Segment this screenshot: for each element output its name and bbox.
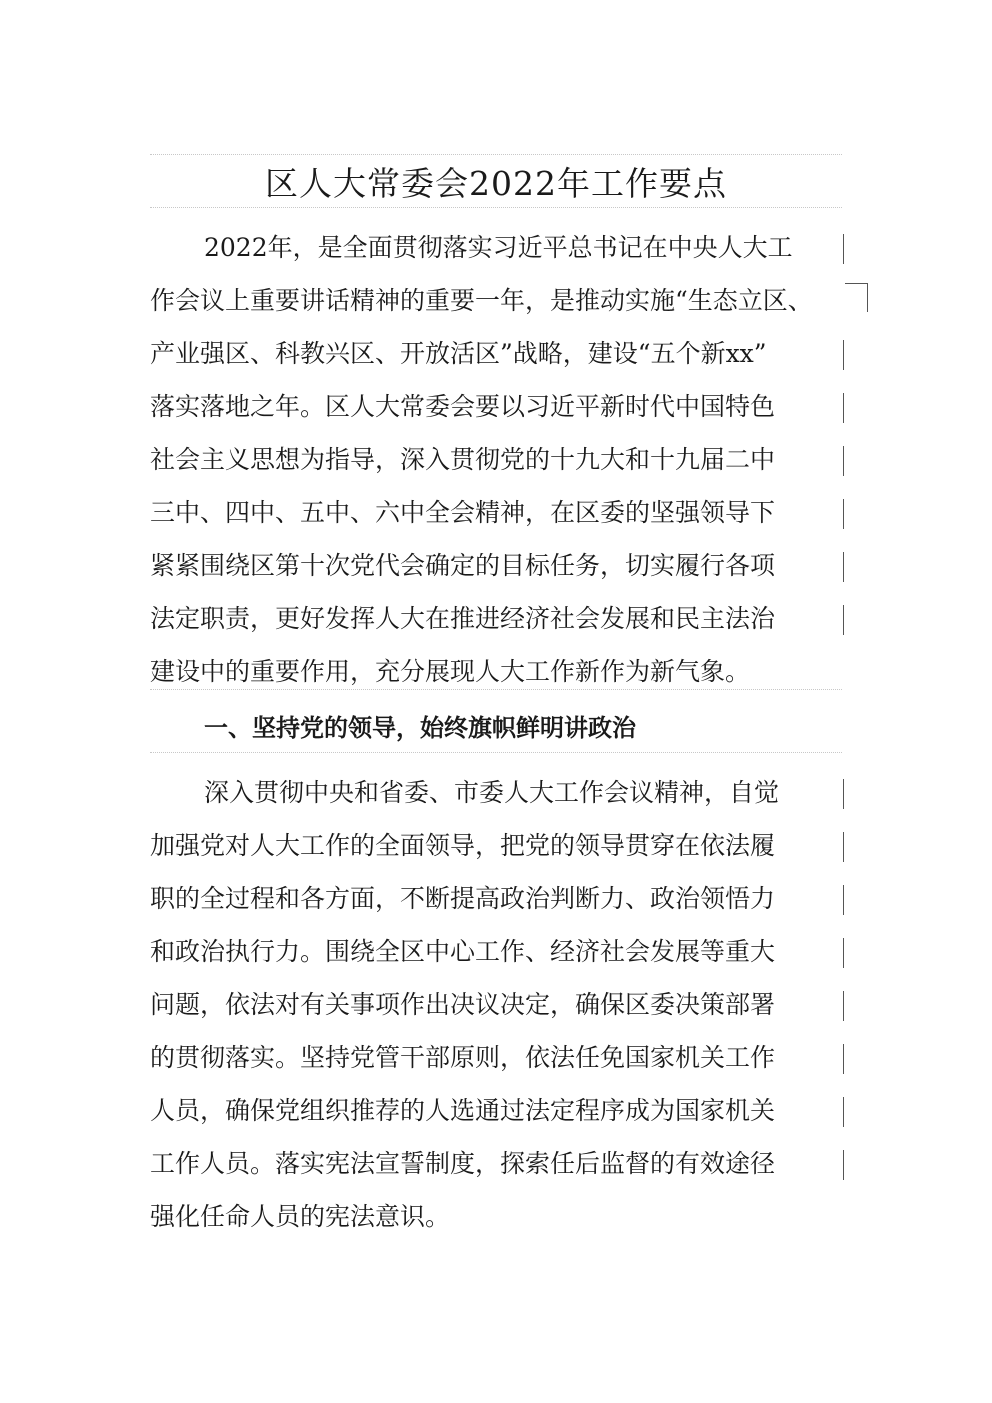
paragraph-line: 职的全过程和各方面，不断提高政治判断力、政治领悟力 (150, 872, 842, 925)
paragraph-line: 加强党对人大工作的全面领导，把党的领导贯穿在依法履 (150, 819, 842, 872)
paragraph-line: 2022年，是全面贯彻落实习近平总书记在中央人大工 (150, 221, 842, 274)
divider (150, 752, 842, 753)
paragraph-line: 深入贯彻中央和省委、市委人大工作会议精神，自觉 (150, 766, 842, 819)
divider (150, 207, 842, 208)
paragraph-line: 产业强区、科教兴区、开放活区”战略，建设“五个新xx” (150, 327, 842, 380)
paragraph-line: 工作人员。落实宪法宣誓制度，探索任后监督的有效途径 (150, 1137, 842, 1190)
paragraph-line: 强化任命人员的宪法意识。 (150, 1202, 451, 1231)
paragraph-line: 三中、四中、五中、六中全会精神，在区委的坚强领导下 (150, 486, 842, 539)
paragraph-line: 法定职责，更好发挥人大在推进经济社会发展和民主法治 (150, 592, 842, 645)
page-corner-mark (845, 283, 868, 312)
paragraph-line: 和政治执行力。围绕全区中心工作、经济社会发展等重大 (150, 925, 842, 978)
paragraph-line: 的贯彻落实。坚持党管干部原则，依法任免国家机关工作 (150, 1031, 842, 1084)
paragraph-line: 社会主义思想为指导，深入贯彻党的十九大和十九届二中 (150, 433, 842, 486)
intro-paragraph (150, 221, 842, 698)
document-title: 区人大常委会2022年工作要点 (265, 164, 727, 203)
divider (150, 689, 842, 690)
paragraph-line: 作会议上重要讲话精神的重要一年，是推动实施“生态立区、 (150, 286, 813, 315)
divider (150, 154, 842, 155)
paragraph-line: 问题，依法对有关事项作出决议决定，确保区委决策部署 (150, 978, 842, 1031)
paragraph-line: 建设中的重要作用，充分展现人大工作新作为新气象。 (150, 657, 751, 686)
paragraph-line: 人员，确保党组织推荐的人选通过法定程序成为国家机关 (150, 1084, 842, 1137)
paragraph-line: 落实落地之年。区人大常委会要以习近平新时代中国特色 (150, 380, 842, 433)
paragraph-line: 紧紧围绕区第十次党代会确定的目标任务，切实履行各项 (150, 539, 842, 592)
section-heading: 一、坚持党的领导，始终旗帜鲜明讲政治 (204, 714, 636, 742)
section-paragraph (150, 766, 842, 1243)
